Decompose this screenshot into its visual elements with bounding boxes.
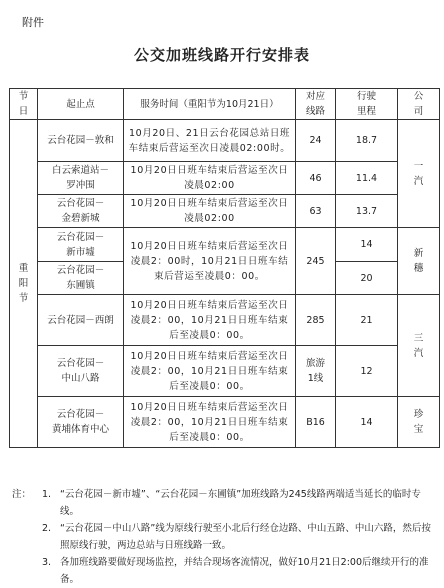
- header-service-time: 服务时间（重阳节为10月21日）: [124, 89, 296, 120]
- table-row: [10, 397, 440, 448]
- header-route: 对应 线路: [296, 89, 336, 120]
- note-item: [12, 486, 437, 520]
- table-row: [10, 346, 440, 397]
- document-title: 公交加班线路开行安排表: [133, 46, 310, 64]
- route-number: 24: [296, 120, 336, 162]
- note-index: 2.: [42, 523, 52, 534]
- mileage: 11.4: [336, 162, 398, 195]
- route-number: 285: [296, 295, 336, 346]
- service-time: 10月20日日班车结束后营运至次日凌晨02:00: [124, 195, 296, 228]
- note-index: 3.: [42, 557, 52, 568]
- route-number: 旅游 1线: [296, 346, 336, 397]
- origin-destination: 云台花园－敦和: [38, 120, 124, 162]
- route-number: 63: [296, 195, 336, 228]
- company-sanqi: 三 汽: [398, 295, 440, 397]
- company-yiqi: 一 汽: [398, 120, 440, 228]
- route-number: B16: [296, 397, 336, 448]
- mileage: 14: [336, 228, 398, 262]
- mileage: 14: [336, 397, 398, 448]
- route-number: 245: [296, 228, 336, 295]
- table-row: [10, 162, 440, 195]
- mileage: 18.7: [336, 120, 398, 162]
- service-time: 10月20日日班车结束后营运至次日凌晨2：00，10月21日日班车结束后至凌晨0：00。: [124, 397, 296, 448]
- table-row: [10, 120, 440, 162]
- note-item: [12, 554, 437, 588]
- note-item: [12, 520, 437, 554]
- note-text: 各加班线路要做好现场监控，并结合现场客流情况，做好10月21日2:00后继续开行的准备。: [60, 557, 429, 585]
- origin-destination: 云台花园－西朗: [38, 295, 124, 346]
- service-time: 10月20日、21日云台花园总站日班车结束后营运至次日凌晨02:00时。: [124, 120, 296, 162]
- mileage: 21: [336, 295, 398, 346]
- header-mileage: 行驶 里程: [336, 89, 398, 120]
- note-text: “云台花园－中山八路”线为原线行驶至小北后行经仓边路、中山五路、中山六路，然后按照原线行驶，两边总站与日班线路一致。: [60, 523, 431, 551]
- festival-cell: 重 阳 节: [10, 120, 38, 448]
- note-text: “云台花园－新市墟”、“云台花园－东圃镇”加班线路为245线路两端适当延长的临时专线。: [60, 489, 421, 517]
- company-xinsui: 新 穗: [398, 228, 440, 295]
- table-header-row: [10, 89, 440, 120]
- notes-label: 注：: [12, 489, 32, 500]
- header-start-end: 起止点: [38, 89, 124, 120]
- origin-destination: 云台花园－ 东圃镇: [38, 262, 124, 295]
- note-index: 1.: [42, 489, 52, 500]
- origin-destination: 云台花园－ 黄埔体育中心: [38, 397, 124, 448]
- service-time: 10月20日日班车结束后营运至次日凌晨2：00时，10月21日日班车结束后营运至凌晨0：00。: [124, 228, 296, 295]
- attachment-label: 附件: [22, 16, 44, 29]
- origin-destination: 白云索道站－ 罗冲围: [38, 162, 124, 195]
- schedule-table: [9, 88, 440, 448]
- mileage: 12: [336, 346, 398, 397]
- mileage: 13.7: [336, 195, 398, 228]
- table-row: [10, 295, 440, 346]
- table-row: [10, 228, 440, 262]
- table-row: [10, 195, 440, 228]
- header-festival: 节 日: [10, 89, 38, 120]
- service-time: 10月20日日班车结束后营运至次日凌晨02:00: [124, 162, 296, 195]
- service-time: 10月20日日班车结束后营运至次日凌晨2：00，10月21日日班车结束后至凌晨0：00。: [124, 346, 296, 397]
- origin-destination: 云台花园－ 金碧新城: [38, 195, 124, 228]
- company-zhenbao: 珍 宝: [398, 397, 440, 448]
- origin-destination: 云台花园－ 中山八路: [38, 346, 124, 397]
- notes-section: [12, 486, 437, 588]
- service-time: 10月20日日班车结束后营运至次日凌晨2：00，10月21日日班车结束后至凌晨0：00。: [124, 295, 296, 346]
- origin-destination: 云台花园－ 新市墟: [38, 228, 124, 262]
- route-number: 46: [296, 162, 336, 195]
- header-company: 公 司: [398, 89, 440, 120]
- mileage: 20: [336, 262, 398, 295]
